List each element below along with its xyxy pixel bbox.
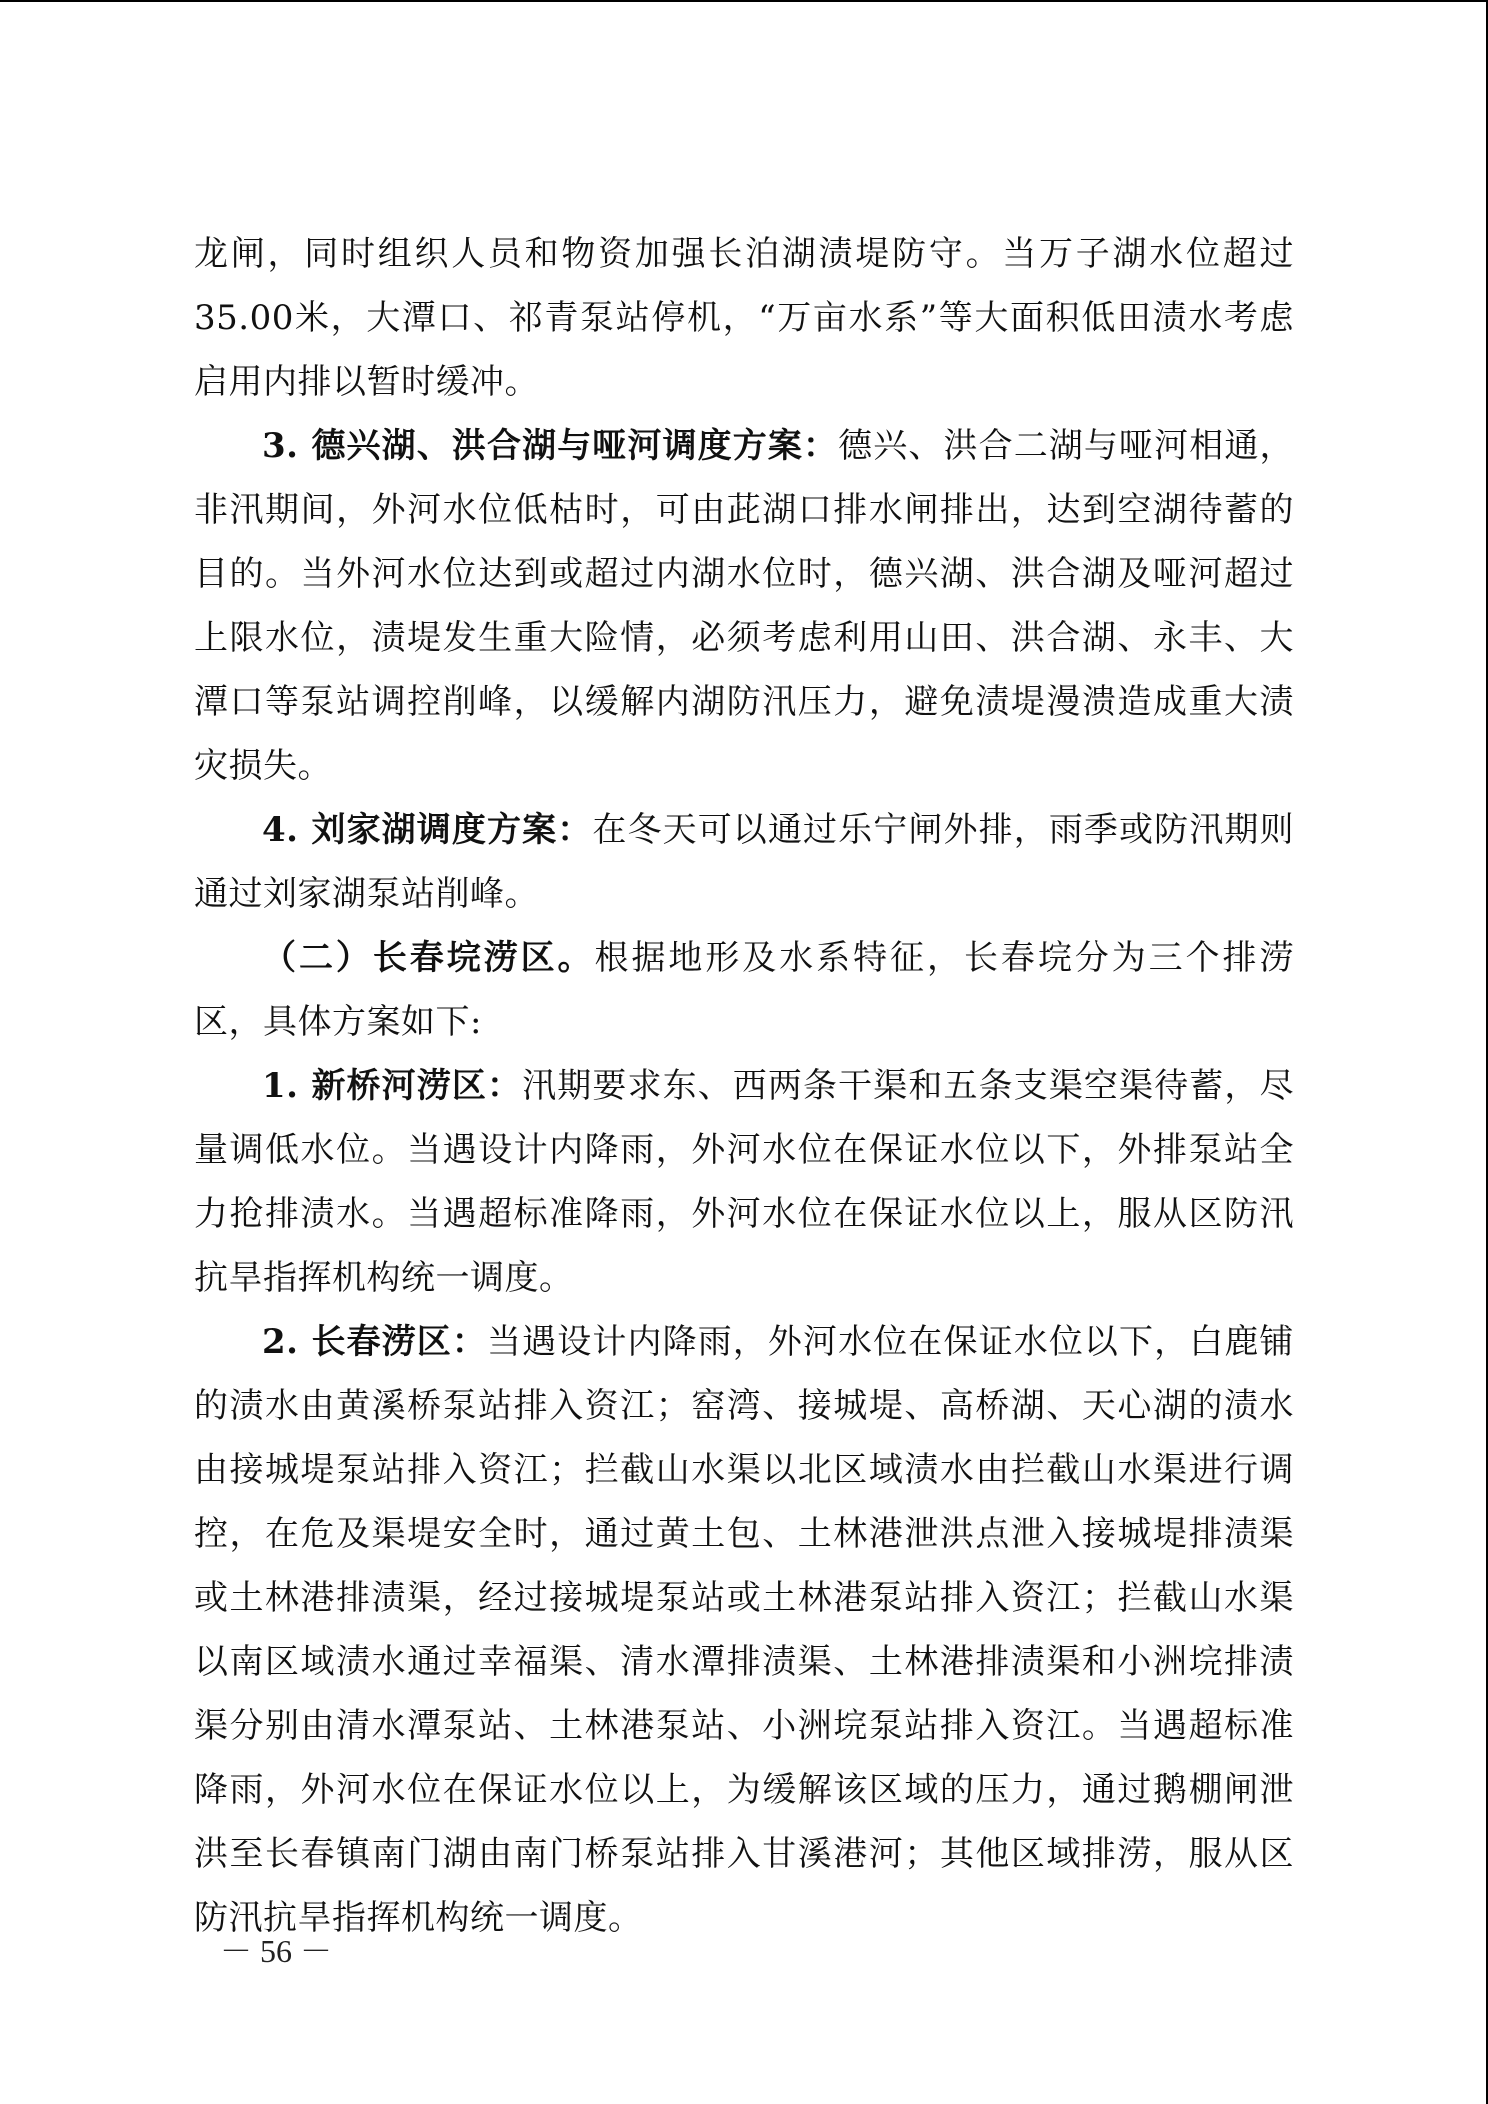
heading-dexing-hu: 3. 德兴湖、洪合湖与哑河调度方案： xyxy=(262,426,839,466)
heading-xinqiaohe: 1. 新桥河涝区： xyxy=(262,1066,523,1106)
paragraph-xinqiaohe xyxy=(194,1054,1294,1310)
paragraph-xinqiaohe-text: 汛期要求东、西两条干渠和五条支渠空渠待蓄，尽量调低水位。当遇设计内降雨，外河水位在保证水位以下，外排泵站全力抢排渍水。当遇超标准降雨，外河水位在保证水位以上，服从区防汛抗旱指挥机构统一调度。 xyxy=(194,1066,1294,1298)
paragraph-changchun-laoqu xyxy=(194,1310,1294,1950)
document-body xyxy=(194,222,1294,1950)
paragraph-liujia-hu xyxy=(194,798,1294,926)
heading-changchun-yuan: （二）长春垸涝区。 xyxy=(262,938,595,978)
heading-changchun-laoqu: 2. 长春涝区： xyxy=(262,1322,488,1362)
paragraph-dexing-hu xyxy=(194,414,1294,798)
paragraph-changchun-yuan-text: 根据地形及水系特征，长春垸分为三个排涝区，具体方案如下: xyxy=(194,938,1294,1042)
page-top-border xyxy=(0,0,1488,2)
paragraph-1 xyxy=(194,222,1294,414)
paragraph-dexing-hu-text: 德兴、洪合二湖与哑河相通，非汛期间，外河水位低枯时，可由茈湖口排水闸排出，达到空湖待蓄的目的。当外河水位达到或超过内湖水位时，德兴湖、洪合湖及哑河超过上限水位，渍堤发生重大险情，必须考虑利用山田、洪合湖、永丰、大潭口等泵站调控削峰，以缓解内湖防汛压力，避免渍堤漫溃造成重大渍灾损失。 xyxy=(194,426,1294,786)
paragraph-changchun-laoqu-text: 当遇设计内降雨，外河水位在保证水位以下，白鹿铺的渍水由黄溪桥泵站排入资江；窑湾、接城堤、高桥湖、天心湖的渍水由接城堤泵站排入资江；拦截山水渠以北区域渍水由拦截山水渠进行调控，在危及渠堤安全时，通过黄土包、土林港泄洪点泄入接城堤排渍渠或土林港排渍渠，经过接城堤泵站或土林港泵站排入资江；拦截山水渠以南区域渍水通过幸福渠、清水潭排渍渠、土林港排渍渠和小洲垸排渍渠分别由清水潭泵站、土林港泵站、小洲垸泵站排入资江。当遇超标准降雨，外河水位在保证水位以上，为缓解该区域的压力，通过鹅棚闸泄洪至长春镇南门湖由南门桥泵站排入甘溪港河；其他区域排涝，服从区防汛抗旱指挥机构统一调度。 xyxy=(194,1322,1294,1938)
paragraph-changchun-yuan xyxy=(194,926,1294,1054)
paragraph-liujia-hu-text: 在冬天可以通过乐宁闸外排，雨季或防汛期则通过刘家湖泵站削峰。 xyxy=(194,810,1294,914)
page-number: － 56 － xyxy=(220,1933,333,1969)
paragraph-1-text: 龙闸，同时组织人员和物资加强长泊湖渍堤防守。当万子湖水位超过35.00米，大潭口、祁青泵站停机，“万亩水系”等大面积低田渍水考虑启用内排以暂时缓冲。 xyxy=(194,234,1294,402)
heading-liujia-hu: 4. 刘家湖调度方案： xyxy=(262,810,593,850)
